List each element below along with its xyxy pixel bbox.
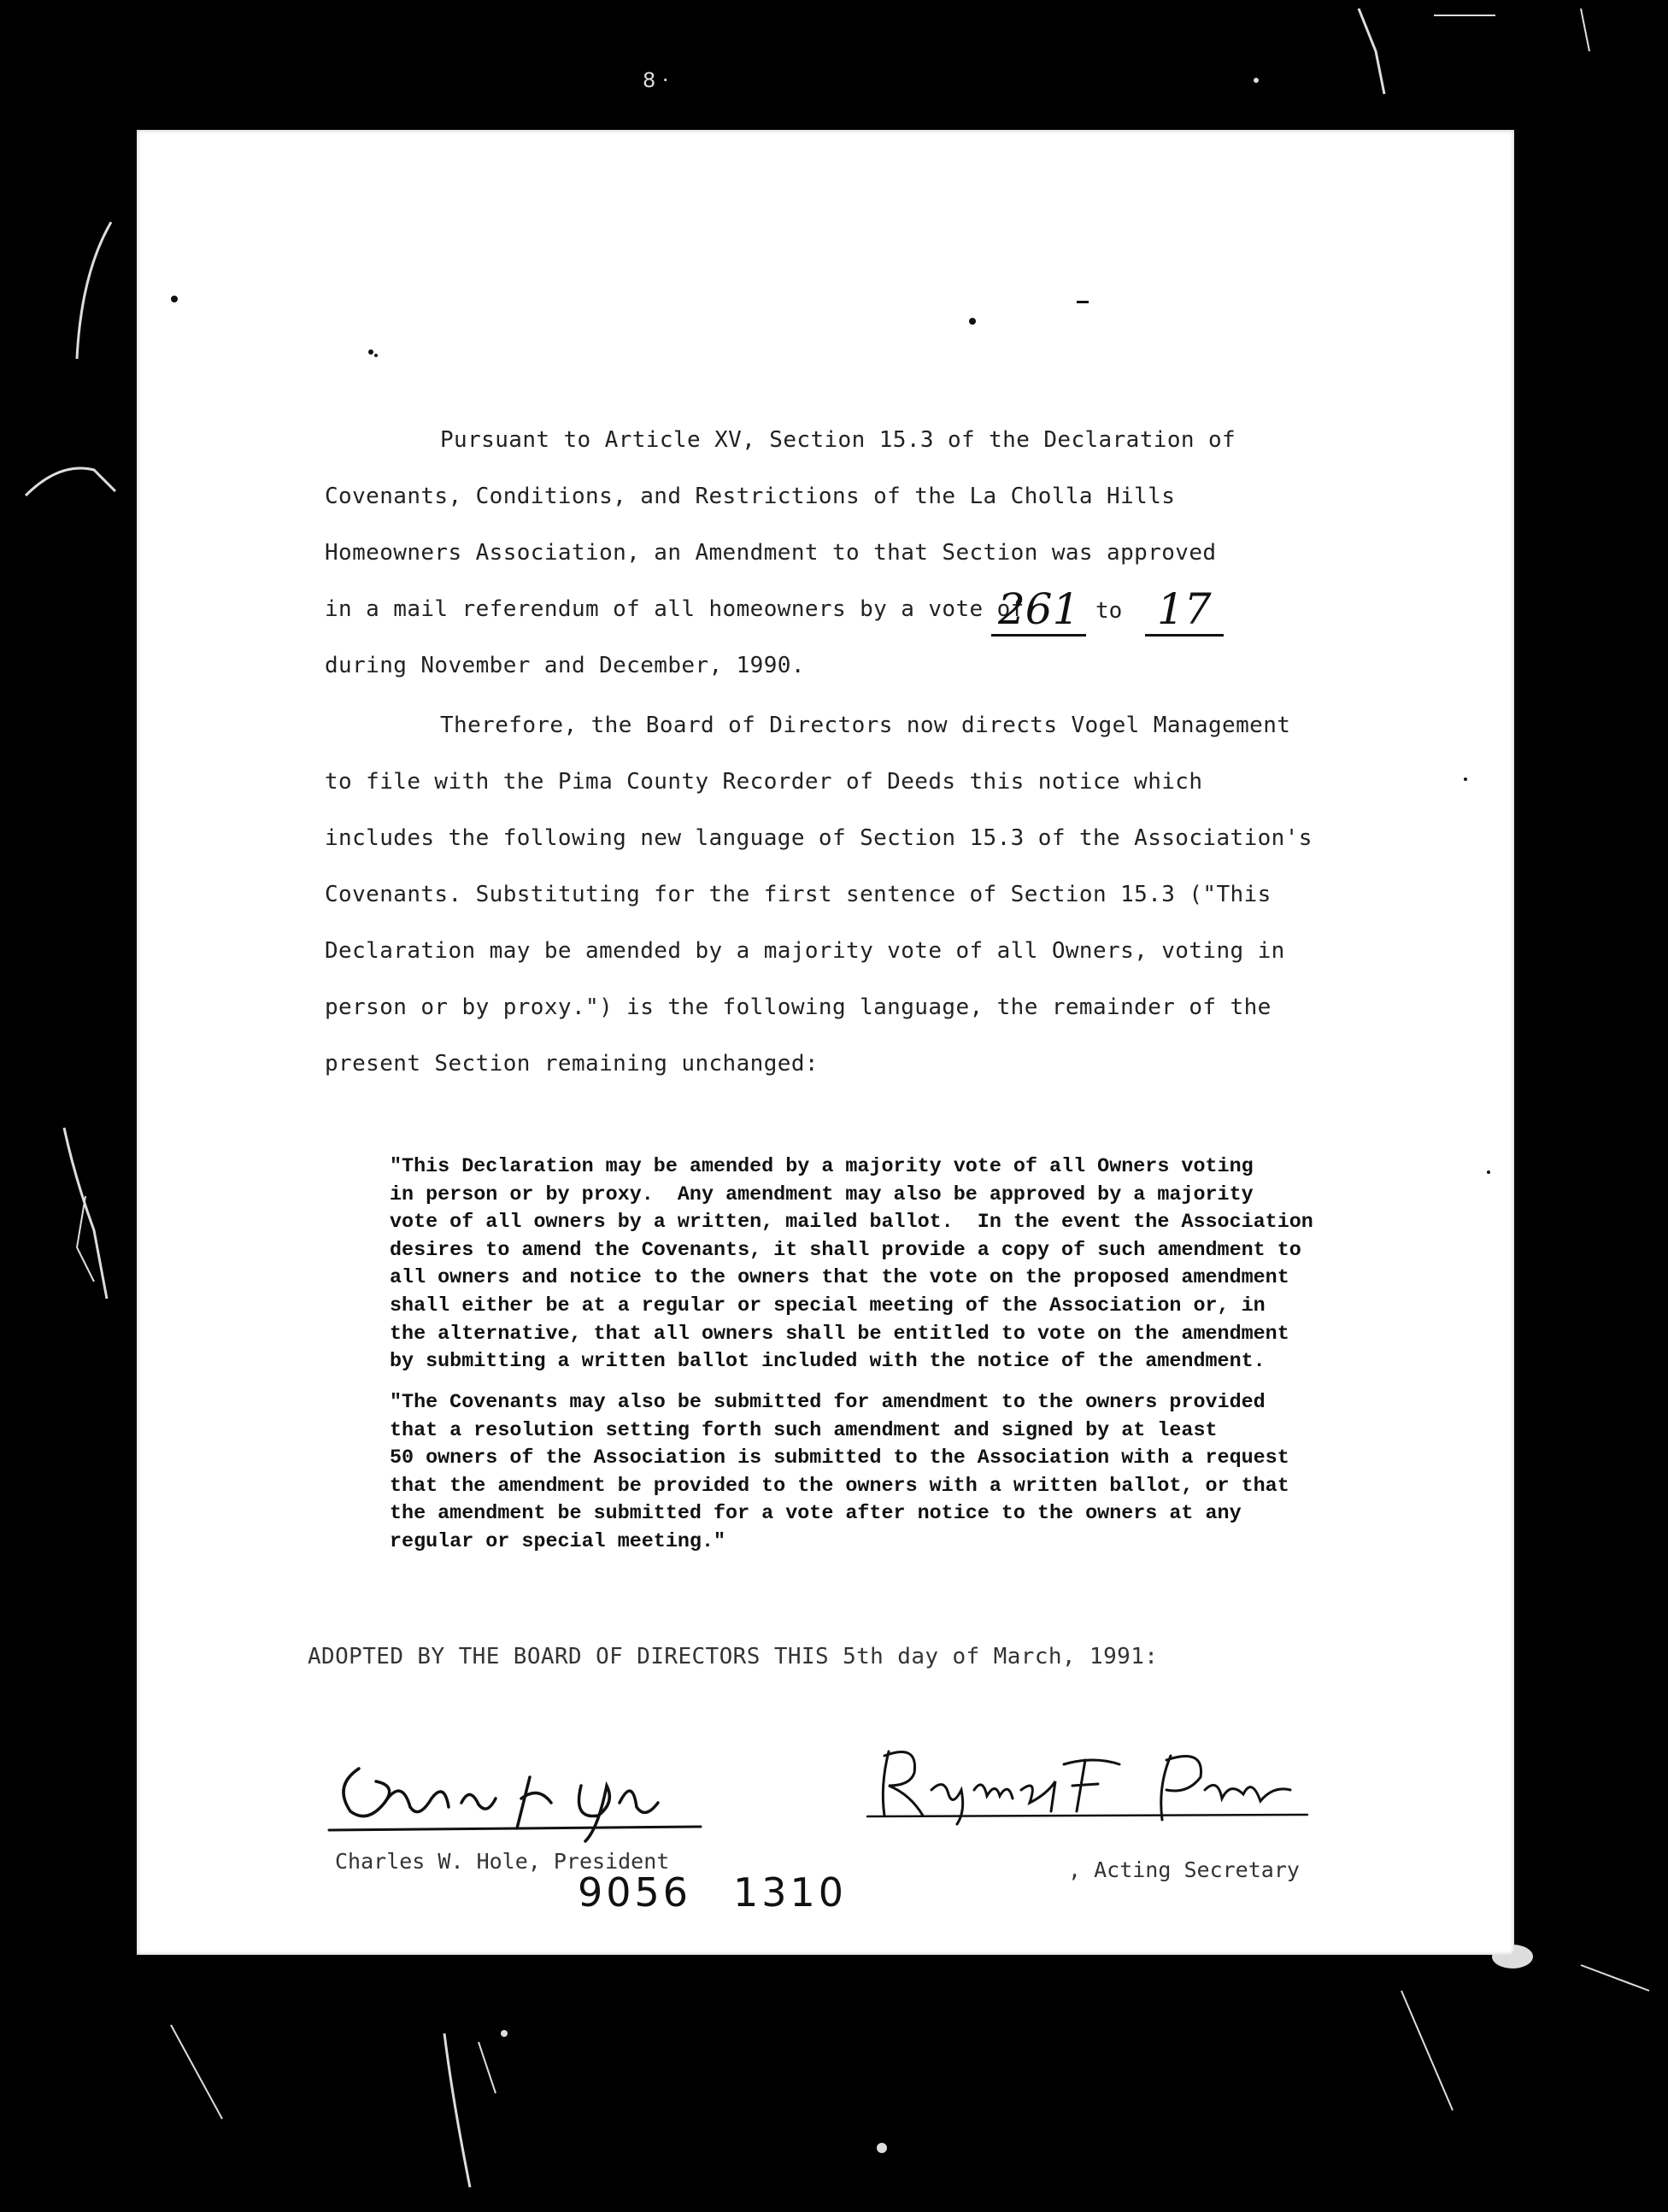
quote-line: 50 owners of the Association is submitted to the Association with a request <box>390 1447 1289 1470</box>
quote-line: shall either be at a regular or special meeting of the Association or, in <box>390 1294 1266 1317</box>
text-line: Therefore, the Board of Directors now directs Vogel Management <box>440 713 1291 738</box>
quote-line: "The Covenants may also be submitted for amendment to the owners provided <box>390 1392 1266 1414</box>
quote-amendment-2 <box>390 1389 1441 1557</box>
recording-page-number: 1310 <box>733 1869 848 1916</box>
text-line: present Section remaining unchanged: <box>325 1051 819 1077</box>
quote-line: vote of all owners by a written, mailed ballot. In the event the Association <box>390 1212 1313 1235</box>
caption-president: Charles W. Hole, President <box>335 1849 670 1874</box>
text-line: Homeowners Association, an Amendment to that Section was approved <box>325 540 1217 566</box>
quote-line: by submitting a written ballot included with the notice of the amendment. <box>390 1351 1266 1374</box>
text-line: during November and December, 1990. <box>325 653 805 678</box>
caption-secretary: , Acting Secretary <box>1068 1857 1300 1882</box>
text-line: Covenants, Conditions, and Restrictions of the La Cholla Hills <box>325 484 1176 509</box>
signature-secretary <box>863 1734 1324 1828</box>
page-mark: 8 · <box>643 68 669 92</box>
quote-line: desires to amend the Covenants, it shall provide a copy of such amendment to <box>390 1239 1301 1262</box>
quote-line: the alternative, that all owners shall be entitled to vote on the amendment <box>390 1323 1289 1346</box>
text-line: Pursuant to Article XV, Section 15.3 of the Declaration of <box>440 427 1236 453</box>
text-line: Covenants. Substituting for the first sentence of Section 15.3 ("This <box>325 882 1272 907</box>
text-line: Declaration may be amended by a majority vote of all Owners, voting in <box>325 938 1285 964</box>
quote-line: "This Declaration may be amended by a majority vote of all Owners voting <box>390 1156 1254 1178</box>
quote-line: that the amendment be provided to the owners with a written ballot, or that <box>390 1475 1289 1498</box>
quote-amendment-1 <box>390 1153 1441 1376</box>
vote-to-text: to <box>1095 598 1123 624</box>
paragraph-directive <box>325 713 1316 1077</box>
quote-line: in person or by proxy. Any amendment may also be approved by a majority <box>390 1183 1254 1206</box>
quote-line: regular or special meeting." <box>390 1530 726 1553</box>
text-line: person or by proxy.") is the following language, the remainder of the <box>325 995 1272 1020</box>
vote-count-for: 261 <box>991 584 1086 637</box>
adoption-statement: ADOPTED BY THE BOARD OF DIRECTORS THIS 5th day of March, 1991: <box>308 1644 1159 1669</box>
text-line: in a mail referendum of all homeowners by a vote of <box>325 596 1025 622</box>
recording-docket-number: 9056 <box>578 1869 692 1916</box>
quote-line: that a resolution setting forth such amendment and signed by at least <box>390 1419 1218 1442</box>
text-line: includes the following new language of Section 15.3 of the Association's <box>325 825 1313 851</box>
quote-line: all owners and notice to the owners that the vote on the proposed amendment <box>390 1267 1289 1290</box>
text-line: to file with the Pima County Recorder of Deeds this notice which <box>325 769 1203 795</box>
paragraph-referendum <box>325 427 1316 692</box>
signature-president <box>325 1751 709 1845</box>
quote-line: the amendment be submitted for a vote after notice to the owners at any <box>390 1503 1242 1526</box>
vote-count-against: 17 <box>1145 584 1224 637</box>
